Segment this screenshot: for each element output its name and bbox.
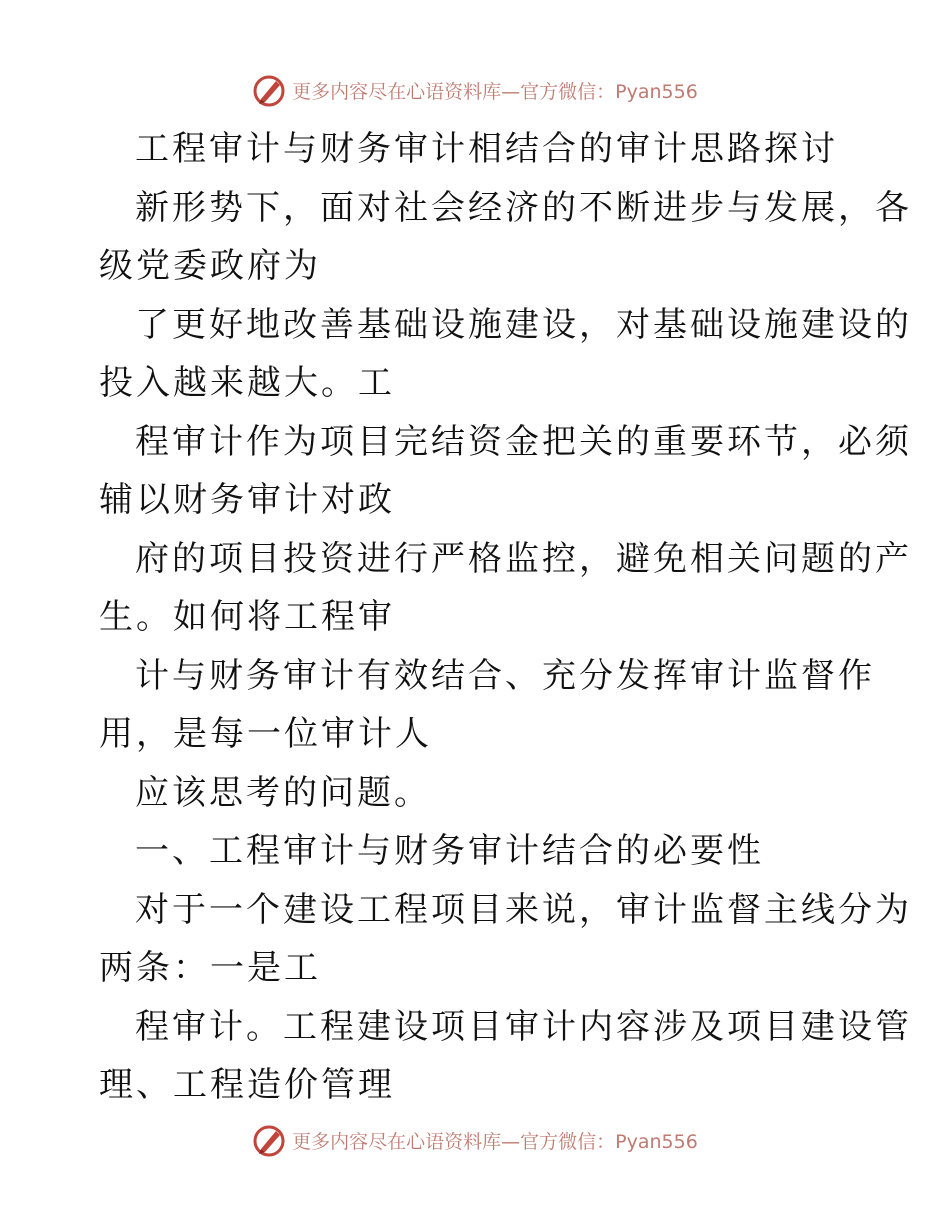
text-line: 计与财务审计有效结合、充分发挥审计监督作 — [135, 655, 875, 696]
text-line: 新形势下，面对社会经济的不断进步与发展，各 — [135, 187, 912, 228]
text-line: 程审计。工程建设项目审计内容涉及项目建设管 — [135, 1006, 912, 1047]
watermark-text: 更多内容尽在心语资料库—官方微信：Pyan556 — [292, 80, 698, 103]
text-line: 两条：一是工 — [99, 948, 321, 988]
document-body — [99, 120, 912, 1115]
text-line: 辅以财务审计对政 — [99, 480, 395, 520]
text-line: 生。如何将工程审 — [99, 597, 395, 637]
text-line: 应该思考的问题。 — [135, 772, 431, 813]
text-line: 用，是每一位审计人 — [99, 714, 432, 754]
text-line: 一、工程审计与财务审计结合的必要性 — [135, 831, 764, 871]
text-line: 对于一个建设工程项目来说，审计监督主线分为 — [135, 889, 912, 930]
watermark-text: 更多内容尽在心语资料库—官方微信：Pyan556 — [292, 1130, 698, 1153]
text-line: 了更好地改善基础设施建设，对基础设施建设的 — [135, 304, 912, 345]
pen-logo-icon — [252, 73, 286, 107]
footer-watermark — [0, 1120, 950, 1160]
text-line: 工程审计与财务审计相结合的审计思路探讨 — [135, 129, 838, 169]
text-line: 程审计作为项目完结资金把关的重要环节，必须 — [135, 421, 912, 462]
header-watermark — [0, 70, 950, 110]
pen-logo-icon — [252, 1123, 286, 1157]
text-line: 理、工程造价管理 — [99, 1065, 395, 1105]
text-line: 投入越来越大。工 — [99, 363, 395, 403]
text-line: 级党委政府为 — [99, 246, 321, 286]
text-line: 府的项目投资进行严格监控，避免相关问题的产 — [135, 538, 912, 579]
